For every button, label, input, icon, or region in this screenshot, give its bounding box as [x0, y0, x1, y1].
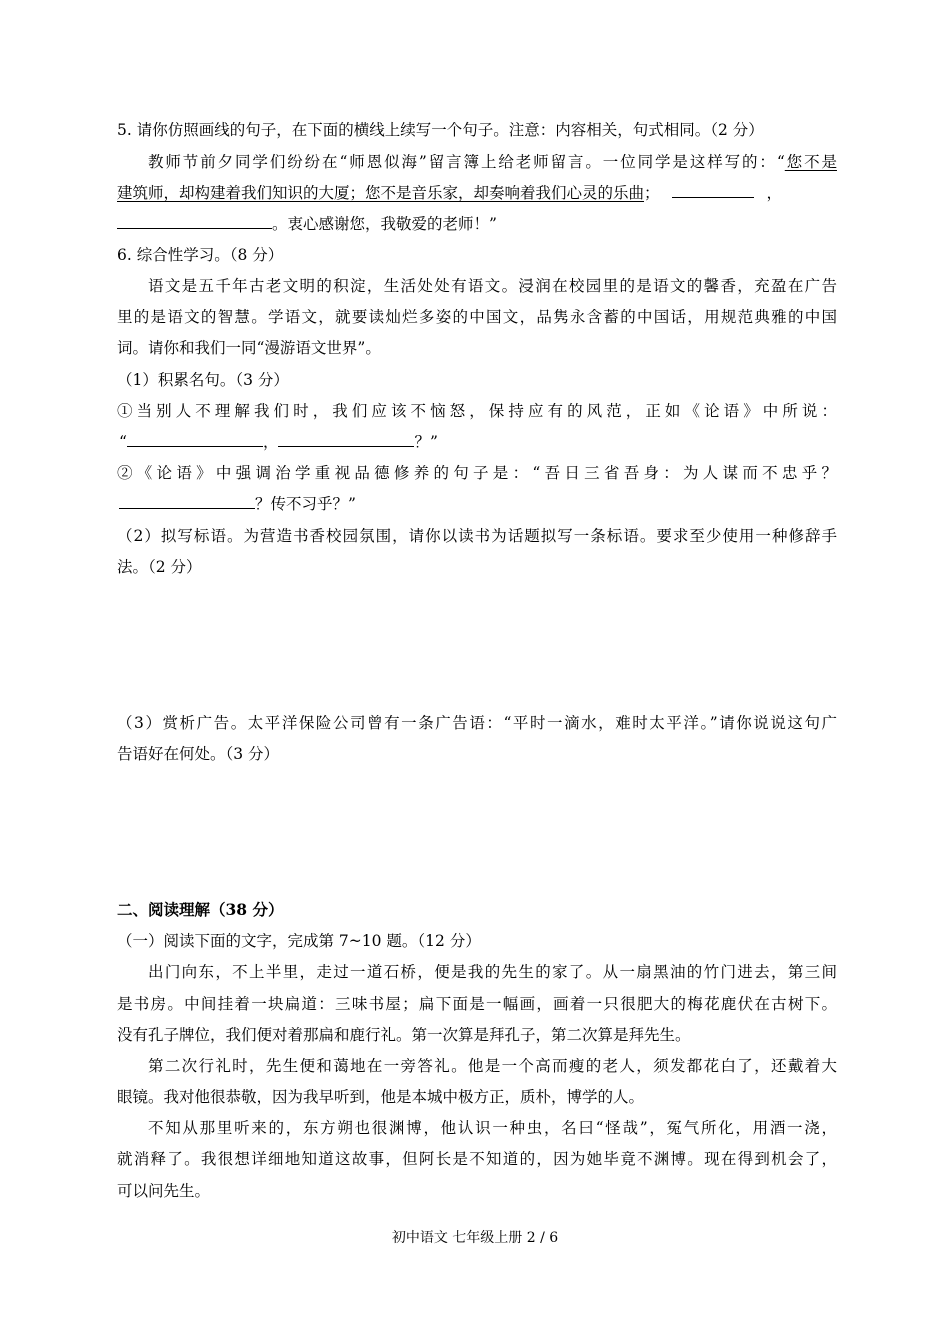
q6-sub1-item1-line1: ①当别人不理解我们时，我们应该不恼怒，保持应有的风范，正如《论语》中所说：: [117, 402, 837, 420]
q5-answer-blank-1[interactable]: [672, 183, 754, 198]
q5-line-1: [148, 151, 837, 173]
q6-sub3-line2: 告语好在何处。（3 分）: [117, 745, 280, 763]
reading-line-1: 出门向东，不上半里，走过一道石桥，便是我的先生的家了。从一扇黑油的竹门进去，第三间: [148, 963, 837, 981]
q5-semicolon: ；: [644, 184, 660, 202]
comma: ，: [262, 433, 279, 451]
q6-sub1-answer-blank-1[interactable]: [127, 432, 263, 447]
q6-sub1-item2-line2: [119, 493, 356, 515]
reading-line-7: 就消释了。我很想详细地知道这故事，但阿长是不知道的，因为她毕竟不渊博。现在得到机会了，: [117, 1150, 837, 1168]
q5-comma: ，: [766, 184, 782, 202]
q6-title: 6. 综合性学习。（8 分）: [117, 246, 284, 264]
q6-sub2-line1: （2）拟写标语。为营造书香校园氛围，请你以读书为话题拟写一条标语。要求至少使用一种修辞手: [117, 527, 837, 545]
page-footer: 初中语文 七年级上册 2 / 6: [391, 1230, 559, 1246]
exam-page: [117, 0, 837, 1344]
q6-sub1-title: （1）积累名句。（3 分）: [117, 371, 289, 389]
q6-sub1-item2-line1: ②《论语》中强调治学重视品德修养的句子是：“吾日三省吾身：为人谋而不忠乎？: [117, 464, 837, 482]
q5-answer-blank-2[interactable]: [117, 214, 272, 229]
q5-title: 5. 请你仿照画线的句子，在下面的横线上续写一个句子。注意：内容相关，句式相同。（2 分）: [117, 121, 764, 139]
reading-line-8: 可以问先生。: [117, 1182, 211, 1200]
reading-line-3: 没有孔子牌位，我们便对着那扁和鹿行礼。第一次算是拜孔子，第二次算是拜先生。: [117, 1026, 691, 1044]
q6-intro-line-1: 语文是五千年古老文明的积淀，生活处处有语文。浸润在校园里的是语文的馨香，充盈在广告: [148, 277, 837, 295]
q5-underlined-sentence: 建筑师，却构建着我们知识的大厦；您不是音乐家，却奏响着我们心灵的乐曲: [117, 184, 645, 202]
q6-sub3-line1: （3）赏析广告。太平洋保险公司曾有一条广告语：“平时一滴水，难时太平洋。”请你说说这句广: [117, 714, 837, 732]
q5-line-1-text: 教师节前夕同学们纷纷在“师恩似海”留言簿上给老师留言。一位同学是这样写的：“: [148, 153, 785, 171]
reading-line-4: 第二次行礼时，先生便和蔼地在一旁答礼。他是一个高而瘦的老人，须发都花白了，还戴着大: [148, 1057, 837, 1075]
reading-line-6: 不知从那里听来的，东方朔也很渊博，他认识一种虫，名曰“怪哉”，冤气所化，用酒一浇，: [148, 1119, 837, 1137]
q6-sub1-answer-blank-3[interactable]: [119, 494, 255, 509]
q6-intro-line-3: 词。请你和我们一同“漫游语文世界”。: [117, 339, 381, 357]
q6-sub1-item2-tail: ？传不习乎？”: [255, 495, 356, 513]
q5-line-3-text: 。衷心感谢您，我敬爱的老师！”: [272, 215, 497, 233]
open-quote: “: [119, 433, 127, 451]
section2-title: 二、阅读理解（38 分）: [117, 900, 284, 919]
q6-sub1-answer-blank-2[interactable]: [278, 432, 414, 447]
section2-part1-heading: （一）阅读下面的文字，完成第 7~10 题。（12 分）: [117, 932, 481, 950]
q6-intro-line-2: 里的是语文的智慧。学语文，就要读灿烂多姿的中国文，品隽永含蓄的中国话，用规范典雅的中国: [117, 308, 837, 326]
q5-line-2: [117, 182, 782, 204]
reading-line-2: 是书房。中间挂着一块扁道：三味书屋；扁下面是一幅画，画着一只很肥大的梅花鹿伏在古树下。: [117, 995, 837, 1013]
q6-sub1-item1-line2: [119, 431, 438, 453]
reading-line-5: 眼镜。我对他很恭敬，因为我早听到，他是本城中极方正，质朴，博学的人。: [117, 1088, 645, 1106]
q5-line-3: [117, 213, 497, 235]
q5-underlined-start: 您不是: [784, 153, 837, 171]
q6-sub2-line2: 法。（2 分）: [117, 558, 202, 576]
close-quote: ？”: [414, 433, 438, 451]
